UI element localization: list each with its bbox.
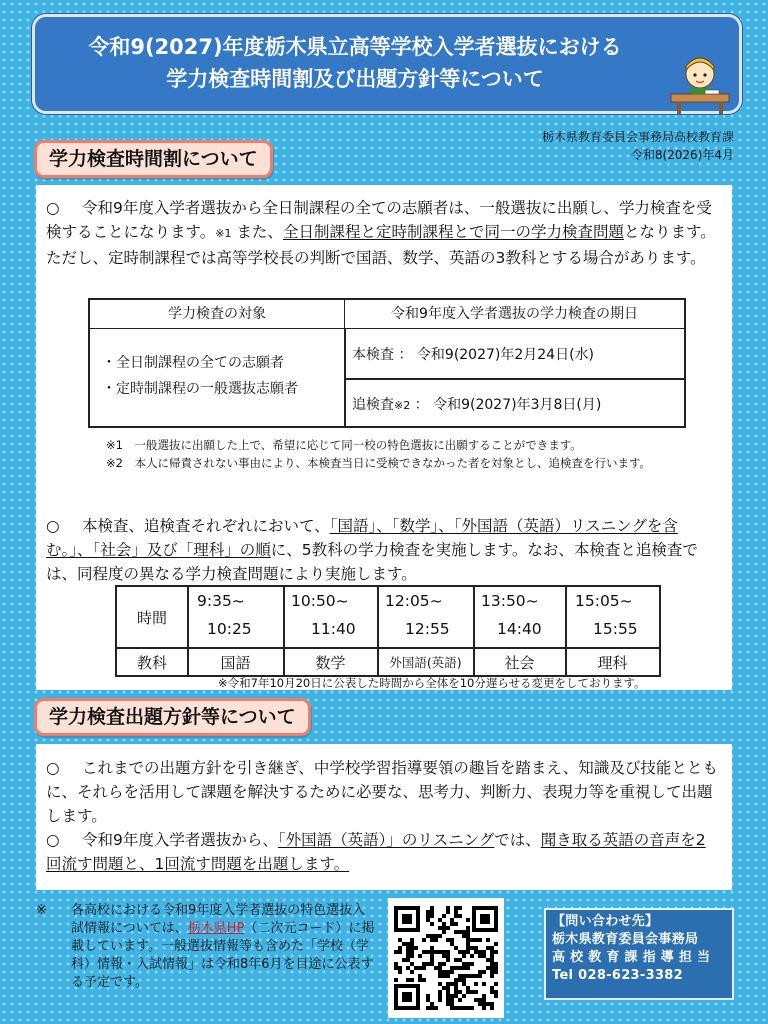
- makeup-exam-row: [352, 394, 601, 414]
- target-fulltime: ・全日制課程の全ての志願者: [102, 355, 284, 371]
- contact-tel: Tel 028-623-3382: [552, 968, 683, 983]
- subject-math: 数学: [315, 654, 346, 672]
- underlined-text: 聞き取る英語の音声を2回流す問題と、1回流す問題を出題します。: [46, 831, 706, 873]
- text: 本検査、追検査それぞれにおいて、: [82, 517, 330, 535]
- mascot-illustration: [665, 52, 735, 114]
- text: 各高校における令和9年度入学者選抜の特色選抜入試情報については、: [71, 903, 366, 936]
- bullet-marker: ○: [46, 831, 60, 849]
- table-header-date: 令和9年度入学者選抜の学力検査の期日: [345, 300, 684, 329]
- footnote-1: ※1 一般選抜に出願した上で、希望に応じて同一校の特色選抜に出願することができます。: [106, 438, 582, 452]
- text: （二次元コード）に掲載しています。一般選抜情報等も含めた「学校（学科）情報・入試情報」は令和8年6月を目途に公表する予定です。: [71, 921, 375, 990]
- issue-date: 令和8(2026)年4月: [630, 148, 734, 162]
- period-2-start: 10:50~: [291, 592, 349, 610]
- contact-dept: 高 校 教 育 課 指 導 担 当: [552, 950, 711, 965]
- period-3-start: 12:05~: [385, 592, 443, 610]
- table-divider: [344, 328, 346, 426]
- section2-heading: 学力検査出題方針等について: [34, 698, 311, 736]
- underlined-text: 「国語」、「数学」、「外国語（英語）リスニングを含む。」、「社会」及び「理科」の順: [46, 517, 678, 559]
- footnote-ref: ※2: [394, 399, 411, 412]
- text: では、: [494, 831, 541, 849]
- subject-english: 外国語(英語): [389, 655, 462, 670]
- text: 令和9年度入学者選抜から全日制課程の全ての志願者は、一般選抜に出願し、学力検査を受検することになります。: [46, 199, 712, 241]
- section1-heading: 学力検査時間割について: [34, 140, 273, 178]
- period-3-end: 12:55: [405, 620, 450, 638]
- time-row-label: 時間: [136, 609, 167, 627]
- makeup-exam-label: 追検査: [352, 397, 394, 413]
- period-1-end: 10:25: [207, 620, 252, 638]
- title-banner: [32, 14, 742, 114]
- text: これまでの出題方針を引き継ぎ、中学校学習指導要領の趣旨を踏まえ、知識及び技能とともに、それらを活用して課題を解決するために必要な、思考力、判断力、表現力等を重視して出題します。: [46, 759, 718, 825]
- table-header-target: 学力検査の対象: [90, 300, 345, 329]
- text: 令和9年度入学者選抜から、: [82, 831, 278, 849]
- section2-paragraph-2: [46, 828, 718, 876]
- issuer-org: 栃木県教育委員会事務局高校教育課: [541, 130, 734, 144]
- bullet-marker: ○: [46, 759, 60, 777]
- tochigi-hp-link[interactable]: 栃木県HP: [187, 921, 245, 936]
- qr-code[interactable]: [388, 898, 504, 1018]
- subject-social: 社会: [504, 654, 535, 672]
- main-exam-row: [352, 344, 594, 364]
- timetable: [115, 585, 661, 677]
- period-5-start: 15:05~: [575, 592, 633, 610]
- period-1-start: 9:35~: [197, 592, 245, 610]
- underlined-text: 「外国語（英語）」のリスニング: [277, 831, 495, 849]
- title-line-2: 学力検査時間割及び出題方針等について: [166, 67, 544, 91]
- exam-date-table: [88, 298, 686, 428]
- footnote-2: ※2 本人に帰責されない事由により、本検査当日に受検できなかった者を対象とし、追検査を行います。: [106, 456, 652, 470]
- subject-row-label: 教科: [136, 654, 167, 672]
- timetable-note: ※令和7年10月20日に公表した時間から全体を10分遅らせる変更をしております。: [218, 676, 646, 690]
- bullet-marker: ○: [46, 517, 60, 535]
- note-marker: ※: [36, 903, 47, 918]
- period-2-end: 11:40: [311, 620, 356, 638]
- contact-title: 【問い合わせ先】: [552, 914, 659, 929]
- colon: ：: [398, 347, 413, 363]
- title-line-1: 令和9(2027)年度栃木県立高等学校入学者選抜における: [88, 35, 622, 59]
- text: また、: [236, 223, 283, 241]
- target-parttime: ・定時制課程の一般選抜志願者: [102, 381, 298, 397]
- section1-paragraph-2: [46, 514, 716, 586]
- footnote-ref: ※1: [215, 227, 232, 240]
- underlined-text: 全日制課程と定時制課程とで同一の学力検査問題: [282, 223, 624, 241]
- main-exam-label: 本検査: [352, 347, 394, 363]
- period-5-end: 15:55: [593, 620, 638, 638]
- subject-science: 理科: [597, 654, 628, 672]
- subject-japanese: 国語: [220, 654, 251, 672]
- section1-paragraph-1: [46, 196, 716, 270]
- table-divider: [345, 378, 684, 380]
- bottom-note: [36, 902, 376, 992]
- bullet-marker: ○: [46, 199, 60, 217]
- text: に、5教科の学力検査を実施します。なお、本検査と追検査では、同程度の異なる学力検査問題により実施します。: [46, 541, 698, 583]
- makeup-exam-date: 令和9(2027)年3月8日(月): [433, 397, 602, 413]
- colon: ：: [414, 397, 429, 413]
- table-divider: [117, 647, 659, 649]
- contact-box: [544, 908, 734, 1000]
- text: となります。ただし、定時制課程では高等学校長の判断で国語、数学、英語の3教科とする場合があります。: [46, 223, 716, 267]
- section2-paragraph-1: [46, 756, 718, 828]
- main-exam-date: 令和9(2027)年2月24日(水): [416, 347, 595, 363]
- period-4-end: 14:40: [497, 620, 542, 638]
- period-4-start: 13:50~: [481, 592, 539, 610]
- contact-org: 栃木県教育委員会事務局: [552, 932, 699, 947]
